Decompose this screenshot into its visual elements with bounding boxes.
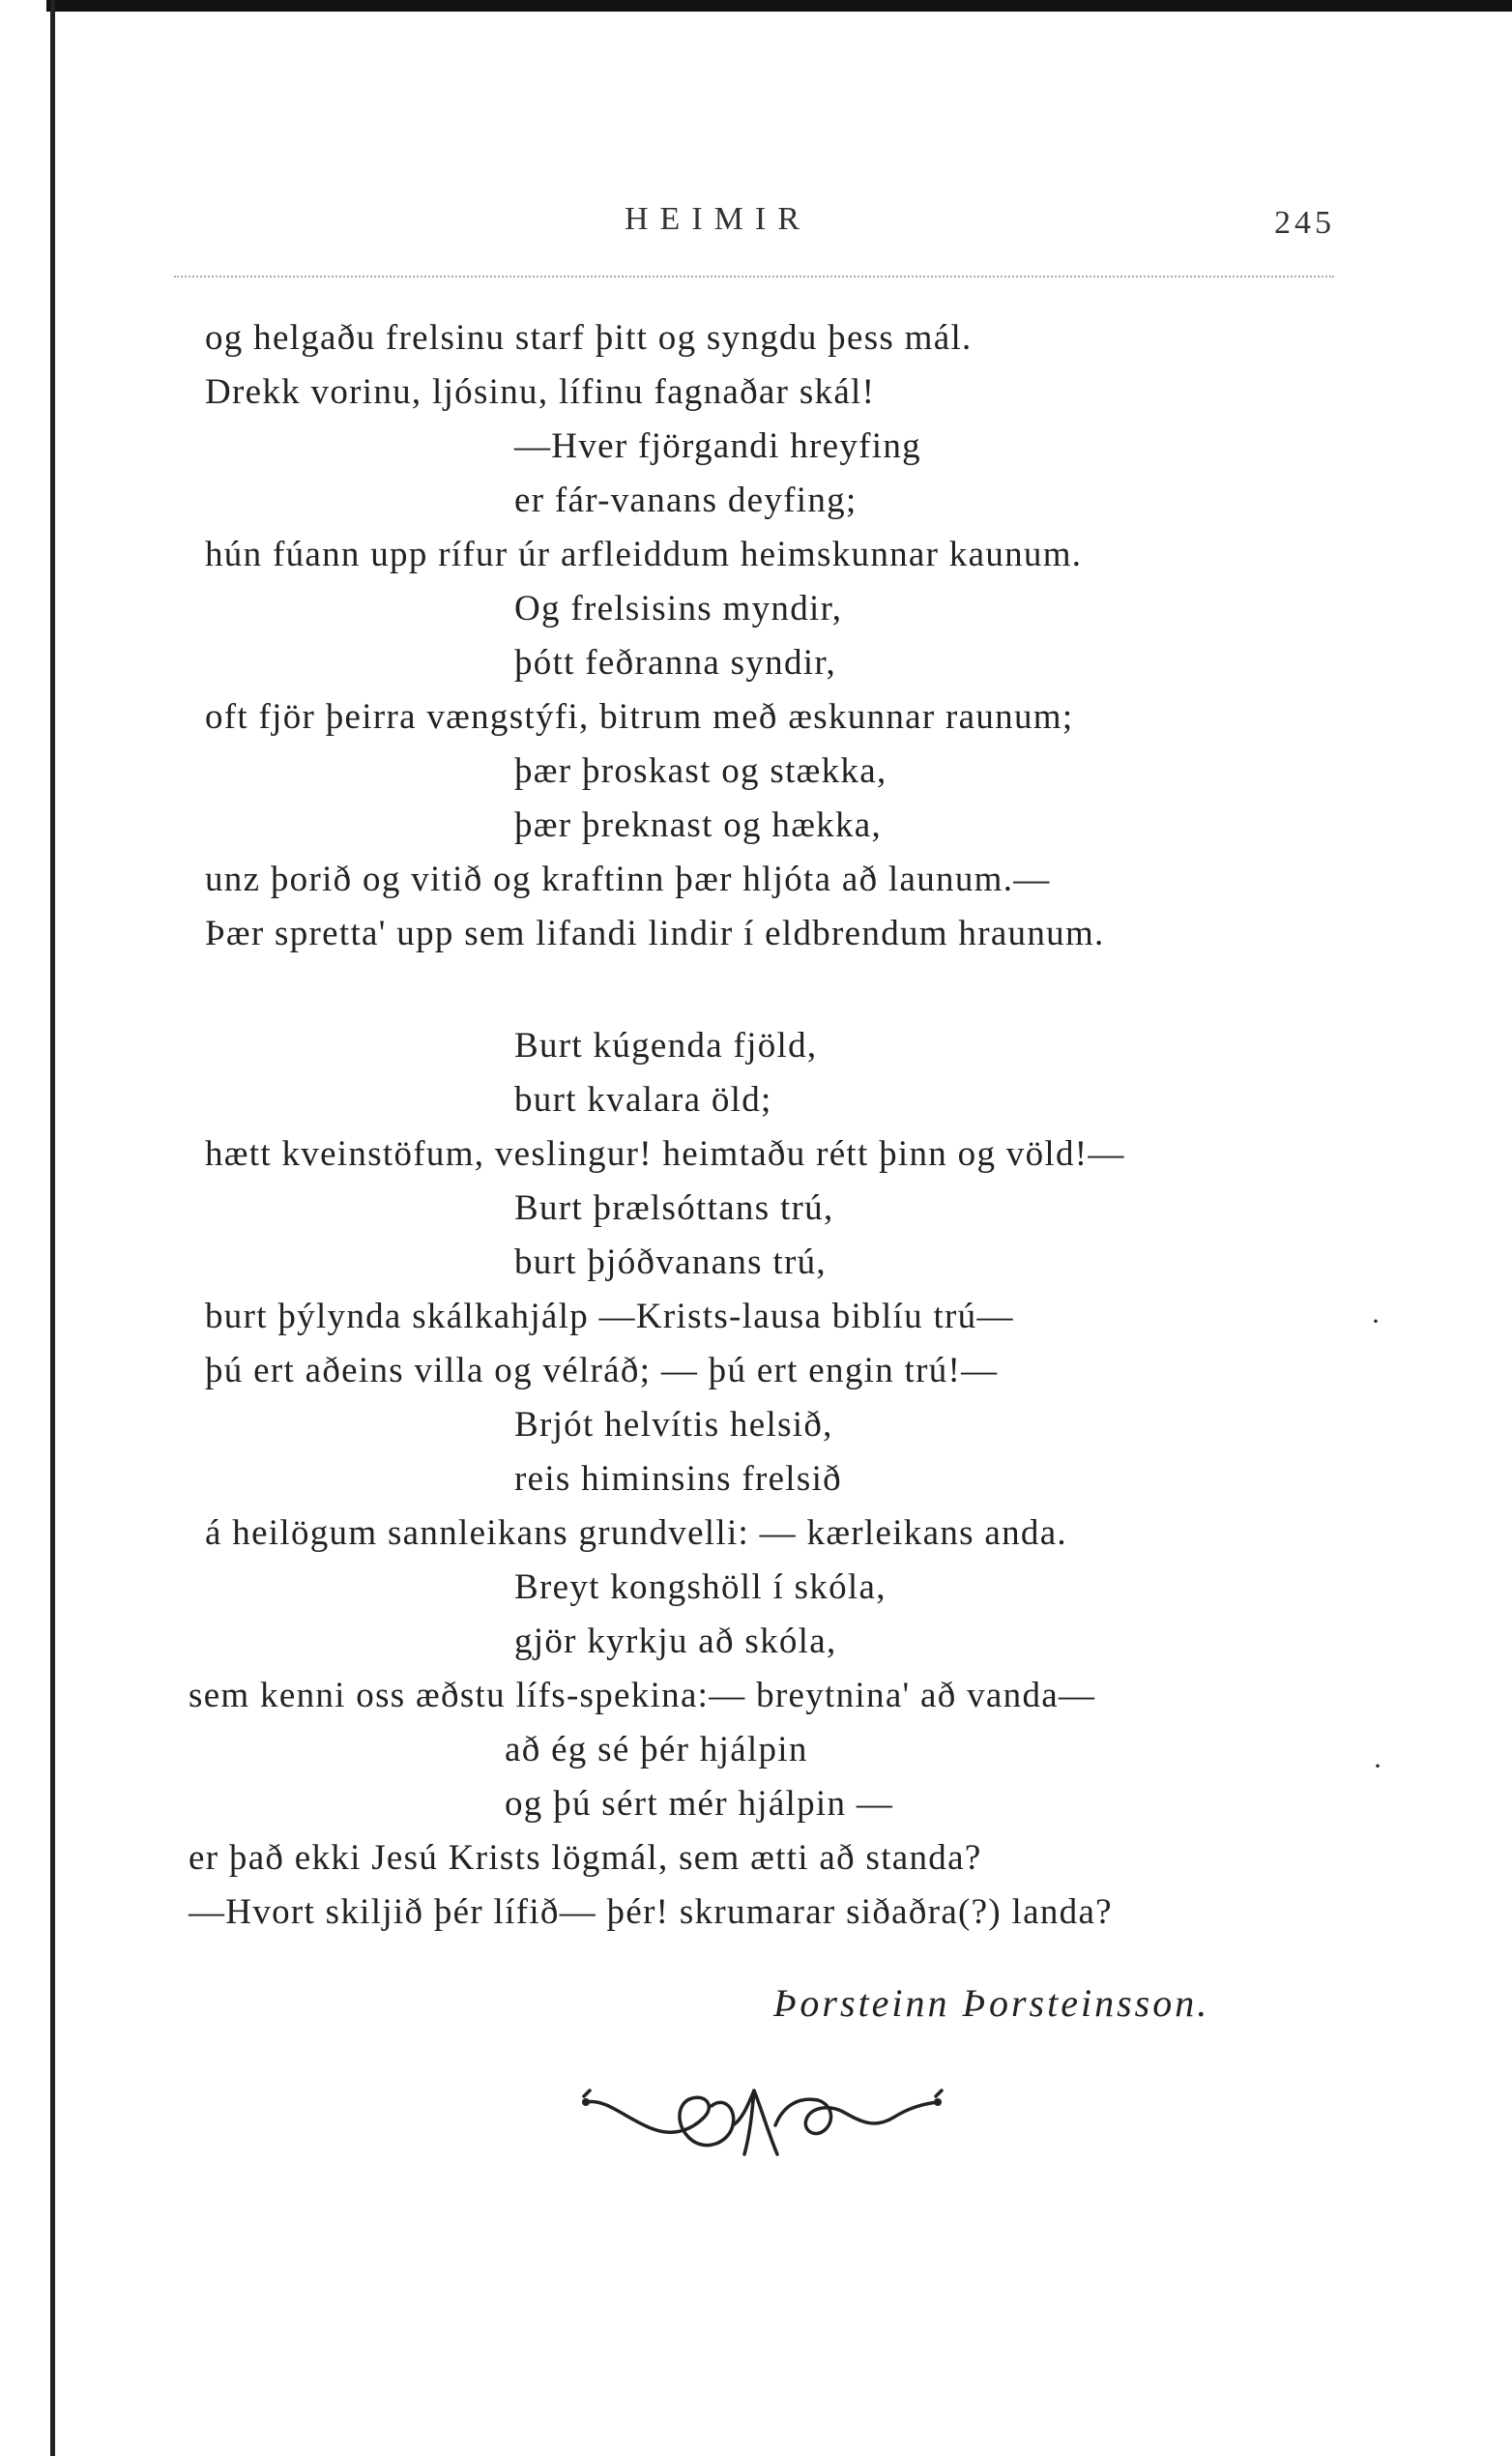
page-number: 245 (1274, 205, 1335, 241)
poem-line: gjör kyrkju að skóla, (514, 1622, 837, 1661)
poem-line: og þú sért mér hjálpin — (505, 1784, 894, 1824)
left-scan-border (50, 0, 55, 2456)
poem-line: hætt kveinstöfum, veslingur! heimtaðu rétt þinn og völd!— (205, 1134, 1125, 1174)
poem-line: þótt feðranna syndir, (514, 643, 837, 683)
poem-line: —Hvort skiljið þér lífið— þér! skrumarar siðaðra(?) landa? (189, 1892, 1113, 1932)
header-divider (174, 276, 1334, 278)
top-scan-border (46, 0, 1512, 12)
poem-line: Og frelsisins myndir, (514, 589, 843, 629)
poem-line: —Hver fjörgandi hreyfing (514, 426, 921, 466)
running-head: HEIMIR (625, 201, 811, 237)
poem-line: Breyt kongshöll í skóla, (514, 1567, 887, 1607)
poem-line: á heilögum sannleikans grundvelli: — kærleikans anda. (205, 1513, 1067, 1553)
poem-line: Drekk vorinu, ljósinu, lífinu fagnaðar skál! (205, 372, 876, 412)
ornament-dot-left (582, 2098, 590, 2106)
poem-line: og helgaðu frelsinu starf þitt og syngdu þess mál. (205, 318, 973, 358)
poem-line: sem kenni oss æðstu lífs-spekina:— breytnina' að vanda— (189, 1676, 1096, 1715)
poem-line: hún fúann upp rífur úr arfleiddum heimskunnar kaunum. (205, 535, 1083, 574)
ornament-dot-right (934, 2098, 942, 2106)
poem-line: Burt kúgenda fjöld, (514, 1026, 818, 1066)
poem-line: reis himinsins frelsið (514, 1459, 842, 1499)
margin-speck: · (1371, 1305, 1381, 1337)
poem-line: er fár-vanans deyfing; (514, 481, 858, 520)
poem-line: oft fjör þeirra vængstýfi, bitrum með æskunnar raunum; (205, 697, 1074, 737)
margin-speck: · (1373, 1750, 1382, 1782)
poem-line: að ég sé þér hjálpin (505, 1730, 808, 1769)
poem-line: er það ekki Jesú Krists lögmál, sem ætti að standa? (189, 1838, 982, 1878)
poem-line: burt þýlynda skálkahjálp —Krists-lausa biblíu trú— (205, 1297, 1014, 1336)
poem-line: unz þorið og vitið og kraftinn þær hljóta að launum.— (205, 860, 1051, 899)
poem-line: þær þroskast og stækka, (514, 751, 887, 791)
poem-line: burt þjóðvanans trú, (514, 1243, 827, 1282)
poem-line: þú ert aðeins villa og vélráð; — þú ert engin trú!— (205, 1351, 999, 1390)
poem-line: þær þreknast og hækka, (514, 805, 883, 845)
poem-line: Brjót helvítis helsið, (514, 1405, 833, 1445)
end-flourish-ornament (578, 2061, 945, 2168)
author-signature: Þorsteinn Þorsteinsson. (773, 1981, 1210, 2025)
poem-line: Þær spretta' upp sem lifandi lindir í eldbrendum hraunum. (205, 914, 1105, 953)
poem-line: Burt þrælsóttans trú, (514, 1188, 834, 1228)
poem-line: burt kvalara öld; (514, 1080, 772, 1120)
